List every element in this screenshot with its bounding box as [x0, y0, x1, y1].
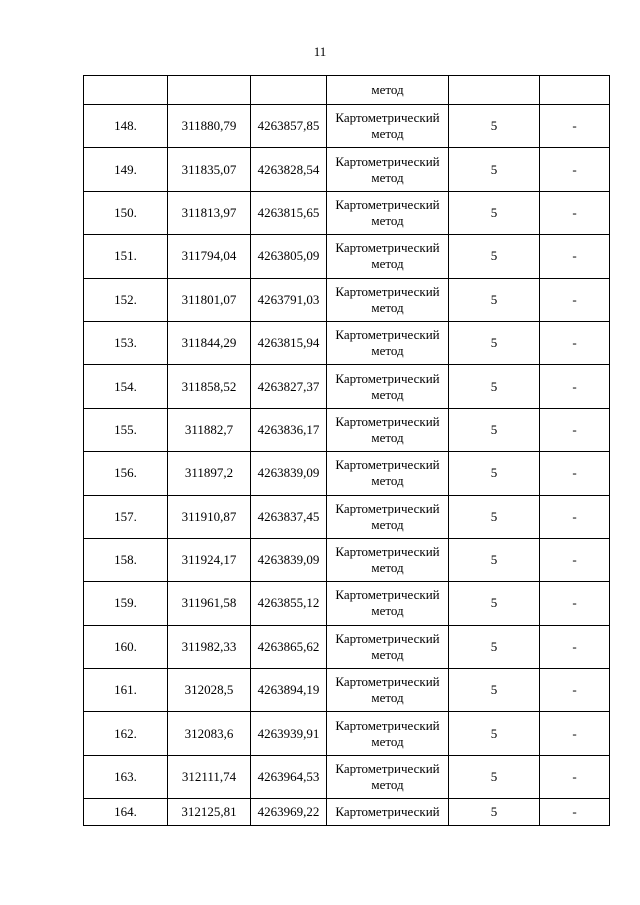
- method-line-2: метод: [371, 560, 404, 576]
- cell-y: [251, 76, 327, 105]
- cell-note: -: [540, 755, 610, 798]
- cell-accuracy: 5: [449, 538, 540, 581]
- cell-y: 4263894,19: [251, 669, 327, 712]
- cell-method: метод: [327, 76, 449, 105]
- cell-number: 156.: [84, 452, 168, 495]
- method-line-2: метод: [371, 690, 404, 706]
- cell-note: -: [540, 278, 610, 321]
- table-row: [84, 625, 610, 668]
- cell-accuracy: 5: [449, 495, 540, 538]
- method-line-1: Картометрический: [335, 761, 440, 777]
- cell-accuracy: 5: [449, 755, 540, 798]
- cell-x: 312125,81: [168, 799, 251, 826]
- cell-y: 4263805,09: [251, 235, 327, 278]
- cell-x: 311982,33: [168, 625, 251, 668]
- cell-note: -: [540, 669, 610, 712]
- cell-method: [327, 408, 449, 451]
- cell-number: [84, 76, 168, 105]
- table-row: [84, 321, 610, 364]
- cell-note: -: [540, 452, 610, 495]
- method-line-2: метод: [371, 256, 404, 272]
- cell-accuracy: [449, 76, 540, 105]
- cell-x: 311910,87: [168, 495, 251, 538]
- method-line-2: метод: [371, 212, 404, 228]
- method-line-2: метод: [371, 733, 404, 749]
- cell-y: 4263827,37: [251, 365, 327, 408]
- cell-number: 160.: [84, 625, 168, 668]
- cell-method: [327, 582, 449, 625]
- cell-y: 4263836,17: [251, 408, 327, 451]
- method-line-1: Картометрический: [335, 327, 440, 343]
- cell-x: 311897,2: [168, 452, 251, 495]
- cell-method: [327, 495, 449, 538]
- cell-x: 312083,6: [168, 712, 251, 755]
- cell-x: 311801,07: [168, 278, 251, 321]
- cell-number: 150.: [84, 191, 168, 234]
- method-line-1: Картометрический: [335, 500, 440, 516]
- cell-note: -: [540, 625, 610, 668]
- cell-accuracy: 5: [449, 148, 540, 191]
- cell-number: 162.: [84, 712, 168, 755]
- table-row: [84, 712, 610, 755]
- cell-number: 159.: [84, 582, 168, 625]
- cell-note: -: [540, 148, 610, 191]
- method-line-2: метод: [371, 429, 404, 445]
- continuation-row: [84, 76, 610, 105]
- cell-number: 152.: [84, 278, 168, 321]
- table-row: [84, 755, 610, 798]
- cell-method: [327, 452, 449, 495]
- cell-method: [327, 712, 449, 755]
- method-line-2: метод: [371, 603, 404, 619]
- cell-note: -: [540, 538, 610, 581]
- cell-note: -: [540, 235, 610, 278]
- cell-y: 4263828,54: [251, 148, 327, 191]
- method-line-1: Картометрический: [335, 674, 440, 690]
- method-line-1: Картометрический: [335, 413, 440, 429]
- cell-method: [327, 105, 449, 148]
- cell-y: 4263865,62: [251, 625, 327, 668]
- table-row: [84, 538, 610, 581]
- cell-x: 311813,97: [168, 191, 251, 234]
- method-line-1: Картометрический: [335, 283, 440, 299]
- method-line-1: Картометрический: [335, 717, 440, 733]
- page-number: 11: [313, 44, 327, 59]
- cell-number: 161.: [84, 669, 168, 712]
- cell-y: 4263939,91: [251, 712, 327, 755]
- table-row: [84, 669, 610, 712]
- table-row: [84, 582, 610, 625]
- method-line-2: метод: [371, 169, 404, 185]
- cell-method: [327, 148, 449, 191]
- table-row: [84, 235, 610, 278]
- cell-note: [540, 76, 610, 105]
- cell-y: 4263791,03: [251, 278, 327, 321]
- cell-number: 158.: [84, 538, 168, 581]
- cell-number: 154.: [84, 365, 168, 408]
- cell-number: 164.: [84, 799, 168, 826]
- cell-note: -: [540, 321, 610, 364]
- method-line-1: Картометрический: [335, 544, 440, 560]
- cell-x: 312028,5: [168, 669, 251, 712]
- cell-method: [327, 538, 449, 581]
- cell-accuracy: 5: [449, 105, 540, 148]
- method-line-2: метод: [371, 646, 404, 662]
- method-line-1: Картометрический: [335, 587, 440, 603]
- cell-y: 4263857,85: [251, 105, 327, 148]
- table-row: [84, 278, 610, 321]
- cell-method: [327, 235, 449, 278]
- cell-x: 311794,04: [168, 235, 251, 278]
- cell-y: 4263815,65: [251, 191, 327, 234]
- cell-accuracy: 5: [449, 278, 540, 321]
- cell-number: 148.: [84, 105, 168, 148]
- cell-x: 311924,17: [168, 538, 251, 581]
- method-line-1: Картометрический: [335, 240, 440, 256]
- method-line-2: метод: [371, 299, 404, 315]
- cell-accuracy: 5: [449, 799, 540, 826]
- method-line-2: метод: [371, 386, 404, 402]
- cell-note: -: [540, 191, 610, 234]
- cell-note: -: [540, 712, 610, 755]
- method-line-2: метод: [371, 473, 404, 489]
- method-line-1: Картометрический: [335, 370, 440, 386]
- cell-note: -: [540, 799, 610, 826]
- cell-y: 4263964,53: [251, 755, 327, 798]
- table-row: [84, 799, 610, 826]
- cell-x: [168, 76, 251, 105]
- method-line-2: метод: [371, 343, 404, 359]
- cell-method: [327, 625, 449, 668]
- cell-method: [327, 278, 449, 321]
- cell-method: [327, 365, 449, 408]
- method-line-1: Картометрический: [335, 110, 440, 126]
- cell-y: 4263969,22: [251, 799, 327, 826]
- table-row: [84, 495, 610, 538]
- cell-note: -: [540, 105, 610, 148]
- method-line-1: Картометрический: [335, 457, 440, 473]
- cell-y: 4263855,12: [251, 582, 327, 625]
- cell-x: 312111,74: [168, 755, 251, 798]
- method-line-1: Картометрический: [335, 630, 440, 646]
- method-line-2: метод: [371, 516, 404, 532]
- table-row: [84, 191, 610, 234]
- cell-accuracy: 5: [449, 365, 540, 408]
- cell-number: 151.: [84, 235, 168, 278]
- cell-number: 153.: [84, 321, 168, 364]
- cell-accuracy: 5: [449, 191, 540, 234]
- cell-number: 163.: [84, 755, 168, 798]
- method-line-1: Картометрический: [335, 153, 440, 169]
- cell-y: 4263837,45: [251, 495, 327, 538]
- cell-x: 311844,29: [168, 321, 251, 364]
- cell-x: 311882,7: [168, 408, 251, 451]
- cell-x: 311858,52: [168, 365, 251, 408]
- cell-accuracy: 5: [449, 452, 540, 495]
- cell-x: 311835,07: [168, 148, 251, 191]
- method-line-2: метод: [371, 126, 404, 142]
- cell-note: -: [540, 408, 610, 451]
- coordinates-table: [83, 75, 610, 826]
- cell-x: 311880,79: [168, 105, 251, 148]
- cell-method: [327, 669, 449, 712]
- method-line-2: метод: [371, 777, 404, 793]
- cell-y: 4263815,94: [251, 321, 327, 364]
- table-row: [84, 365, 610, 408]
- cell-accuracy: 5: [449, 712, 540, 755]
- cell-accuracy: 5: [449, 669, 540, 712]
- table-row: [84, 148, 610, 191]
- table-row: [84, 105, 610, 148]
- cell-accuracy: 5: [449, 408, 540, 451]
- cell-method: [327, 191, 449, 234]
- cell-number: 149.: [84, 148, 168, 191]
- cell-method: [327, 321, 449, 364]
- cell-note: -: [540, 582, 610, 625]
- cell-accuracy: 5: [449, 235, 540, 278]
- cell-number: 157.: [84, 495, 168, 538]
- cell-accuracy: 5: [449, 582, 540, 625]
- cell-note: -: [540, 365, 610, 408]
- method-line-1: Картометрический: [335, 196, 440, 212]
- cell-number: 155.: [84, 408, 168, 451]
- cell-y: 4263839,09: [251, 452, 327, 495]
- cell-y: 4263839,09: [251, 538, 327, 581]
- table-row: [84, 408, 610, 451]
- cell-accuracy: 5: [449, 625, 540, 668]
- cell-note: -: [540, 495, 610, 538]
- cell-accuracy: 5: [449, 321, 540, 364]
- cell-method: Картометрический: [327, 799, 449, 826]
- table-row: [84, 452, 610, 495]
- cell-x: 311961,58: [168, 582, 251, 625]
- cell-method: [327, 755, 449, 798]
